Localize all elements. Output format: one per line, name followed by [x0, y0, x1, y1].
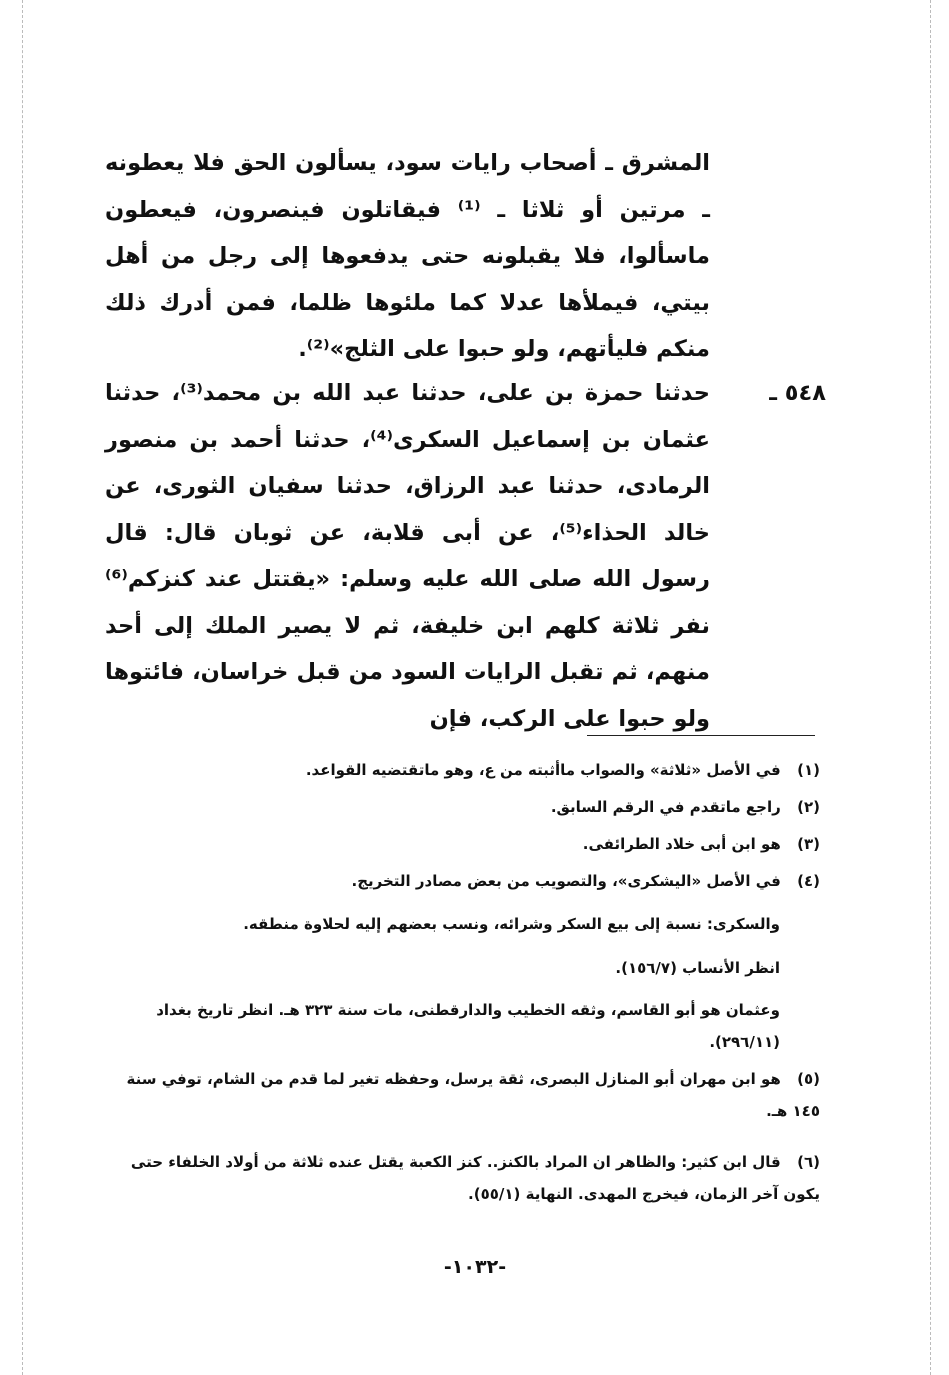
footnote-separator — [587, 735, 815, 736]
footnote-text: في الأصل «اليشكرى»، والتصويب من بعض مصادر التخريج. — [351, 872, 781, 890]
footnote-4-uthman: وعثمان هو أبو القاسم، وثقه الخطيب والدارقطنى، مات سنة ٣٢٣ هـ. انظر تاريخ بغداد (٢٩٦/١١). — [156, 1001, 780, 1051]
footnote-4-sukkari: والسكرى: نسبة إلى بيع السكر وشرائه، ونسب بعضهم إليه لحلاوة منطقه. — [243, 915, 780, 933]
footnote-4 — [120, 865, 820, 897]
footnote-3 — [120, 828, 820, 860]
footnote-number: (١) — [797, 761, 820, 779]
hadith-548-paragraph: حدثنا حمزة بن على، حدثنا عبد الله بن محمد⁽³⁾، حدثنا عثمان بن إسماعيل السكرى⁽⁴⁾، حدثنا أحمد بن منصور الرمادى، حدثنا عبد الرزاق، حدثنا سفيان الثورى، عن خالد الحذاء⁽⁵⁾، عن أبى قلابة، عن ثوبان قال: قال رسول الله صلى الله عليه وسلم: «يقتتل عند كنزكم⁽⁶⁾ نفر ثلاثة كلهم ابن خليفة، ثم لا يصير الملك إلى أحد منهم، ثم تقبل الرايات السود من قبل خراسان، فائتوها ولو حبوا على الركب، فإن — [105, 380, 710, 732]
scan-margin-line-left — [22, 0, 23, 1375]
footnote-number: (٣) — [797, 835, 820, 853]
footnote-text: قال ابن كثير: والظاهر ان المراد بالكنز.. كنز الكعبة يقتل عنده ثلاثة من أولاد الخلفاء حتى يكون آخر الزمان، فيخرج المهدى. النهاية (٥٥/١). — [130, 1153, 820, 1203]
footnote-number: (٢) — [797, 798, 820, 816]
footnote-text: هو ابن أبى خلاد الطرائفى. — [582, 835, 781, 853]
footnote-number: (٥) — [797, 1070, 820, 1088]
scan-margin-line-right — [930, 0, 931, 1375]
footnote-2 — [120, 791, 820, 823]
footnote-text: راجع ماتقدم في الرقم السابق. — [550, 798, 781, 816]
footnote-text: في الأصل «ثلاثة» والصواب ماأثبته من ع، وهو ماتقتضيه القواعد. — [305, 761, 781, 779]
continued-hadith-paragraph: المشرق ـ أصحاب رايات سود، يسألون الحق فلا يعطونه ـ مرتين أو ثلاثا ـ ⁽¹⁾ فيقاتلون فينصرون، فيعطون ماسألوا، فلا يقبلونه حتى يدفعوها إلى رجل من أهل بيتي، فيملأها عدلا كما ملئوها ظلما، فمن أدرك ذلك منكم فليأتهم، ولو حبوا على الثلج»⁽²⁾. — [105, 150, 710, 362]
footnote-number: (٦) — [797, 1153, 820, 1171]
hadith-number: ٥٤٨ ـ — [769, 380, 826, 406]
footnote-1 — [120, 754, 820, 786]
page-number: -١٠٣٢- — [443, 1256, 507, 1278]
footnote-5 — [120, 1063, 820, 1127]
footnote-6 — [120, 1146, 820, 1210]
footnote-text: هو ابن مهران أبو المنازل البصرى، ثقة يرسل، وحفظه تغير لما قدم من الشام، توفي سنة ١٤٥ هـ. — [126, 1070, 820, 1120]
footnote-4-ansab-ref: انظر الأنساب (١٥٦/٧). — [615, 959, 780, 977]
footnote-number: (٤) — [797, 872, 820, 890]
